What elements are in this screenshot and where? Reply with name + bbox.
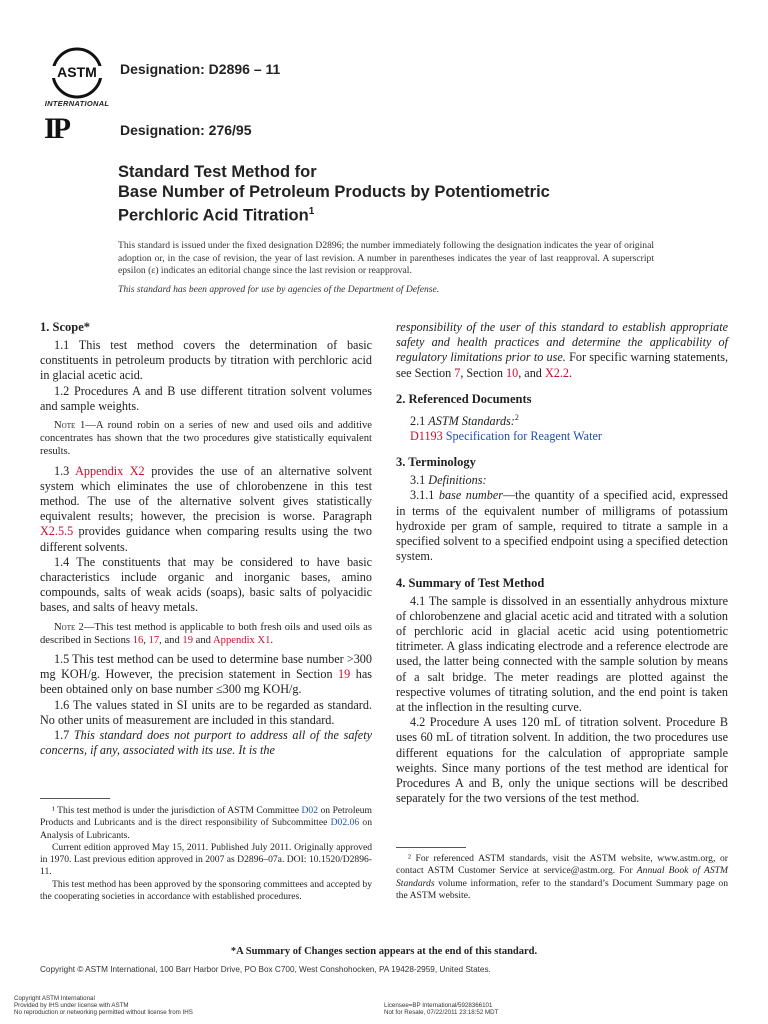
license-left-line-3: No reproduction or networking permitted without license from IHS: [14, 1009, 193, 1017]
intro-block: [118, 240, 654, 296]
footnote-2: [396, 853, 728, 902]
title-line-3: Perchloric Acid Titration$^1$: [118, 206, 315, 225]
document-title: [118, 162, 678, 226]
para-1-7-continued: responsibility of the user of this standard to establish appropriate safety and health practices and determine the applicability of regulatory limitations prior to use. For specific warning statements, see Section 7, Section 10, and X2.2.: [396, 320, 728, 380]
link-section-16[interactable]: 16: [132, 634, 144, 646]
para-4-1: 4.1 The sample is dissolved in an essentially anhydrous mixture of chlorobenzene and glacial acetic acid and titrated with a solution of perchloric acid in glacial acetic acid using potentiometric titrimeter. A glass indicating electrode and a reference electrode are used, the latter being connected with the sample solution by means of a salt bridge. The meter readings are plotted against the respective volumes of titrating solution, and the end point is taken at the inflection in the resulting curve.: [396, 593, 728, 714]
footnote-1: [40, 805, 372, 903]
left-column: [40, 320, 372, 758]
para-3-1-1: 3.1.1 base number—the quantity of a specified acid, expressed in terms of the equivalent number of milligrams of potassium hydroxide per gram of sample, required to titrate a sample in a specified solvent to a specified endpoint using a specified detection system.: [396, 488, 729, 564]
license-left-line-1: Copyright ASTM International: [14, 995, 95, 1002]
svg-text:ASTM: ASTM: [57, 64, 97, 80]
summary-of-changes-notice: *A Summary of Changes section appears at the end of this standard.: [230, 946, 538, 957]
link-x2-5-5[interactable]: X2.5.5: [40, 524, 74, 539]
link-section-19-b[interactable]: 19: [338, 667, 351, 682]
license-left: [14, 995, 193, 1017]
para-3-1: 3.1 Definitions:: [410, 473, 487, 488]
section-3-heading: 3. Terminology: [396, 455, 476, 470]
link-appendix-x1[interactable]: Appendix X1: [213, 634, 271, 646]
para-1-7: 1.7 This standard does not purport to address all of the safety concerns, if any, associated with its use. It is the: [40, 728, 372, 758]
link-section-17[interactable]: 17: [148, 634, 160, 646]
link-section-10[interactable]: 10: [506, 365, 519, 380]
designation-ip: Designation: 276/95: [120, 122, 252, 138]
link-section-19[interactable]: 19: [182, 634, 194, 646]
para-1-2: 1.2 Procedures A and B use different titration solvent volumes and sample weights.: [40, 383, 372, 413]
para-1-3: 1.3 Appendix X2 provides the use of an alternative solvent system which eliminates the use of chlorobenzene in this test method. The use of the alternative solvent gives statistically equivalent results; however, the precision is worse. Paragraph X2.5.5 provides guidance when comparing results using the two different solvents.: [40, 463, 372, 554]
para-1-4: 1.4 The constituents that may be considered to have basic characteristics include organic and inorganic bases, amino compounds, salts of weak acids (soaps), basic salts of polyacidic bases, and salts of heavy metals.: [40, 554, 372, 615]
para-1-5: 1.5 This test method can be used to determine base number >300 mg KOH/g. However, the precision statement in Section 19 has been obtained only on base number ≤300 mg KOH/g.: [40, 652, 372, 697]
note-1: Note 1—A round robin on a series of new and used oils and additive concentrates has shown that the two procedures give statistically equivalent results.: [40, 420, 372, 458]
astm-logo-international: INTERNATIONAL: [44, 99, 110, 108]
footnote-1-edition: Current edition approved May 15, 2011. Published July 2011. Originally approved in 1970. Last previous edition approved in 2007 as D2896–07a. DOI: 10.1520/D2896-11.: [40, 841, 373, 878]
title-line-2: Base Number of Petroleum Products by Potentiometric: [118, 183, 550, 201]
link-d1193[interactable]: D1193: [410, 429, 443, 444]
title-footnote-ref: 1: [308, 206, 315, 217]
copyright-line: Copyright © ASTM International, 100 Barr Harbor Drive, PO Box C700, West Conshohocken, PA 19428-2959, United States.: [40, 965, 491, 974]
footnote-separator-right: [396, 847, 466, 848]
intro-issue-statement: This standard is issued under the fixed designation D2896; the number immediately following the designation indicates the year of original adoption or, in the case of revision, the year of last revision. A number in parentheses indicates the year of last reapproval. A superscript epsilon (ε) indicates an editorial change since the last revision or reapproval.: [118, 240, 654, 276]
note-2: Note 2—This test method is applicable to both fresh oils and used oils as described in Sections 16, 17, and 19 and Appendix X1.: [40, 621, 372, 646]
para-1-1: 1.1 This test method covers the determination of basic constituents in petroleum products by titration with perchloric acid in glacial acetic acid.: [40, 338, 372, 383]
footnote-2-text: ² For referenced ASTM standards, visit the ASTM website, www.astm.org, or contact ASTM Customer Service at service@astm.org. For Annual Book of ASTM Standards volume information, refer to the standard’s Document Summary page on the ASTM website.: [396, 853, 728, 901]
link-appendix-x2[interactable]: Appendix X2: [75, 463, 145, 478]
link-section-7[interactable]: 7: [454, 365, 461, 380]
footnote-separator-left: [40, 798, 110, 799]
astm-logo: [40, 44, 114, 110]
footnote-1-approval: This test method has been approved by the sponsoring committees and accepted by the cooperating societies in accordance with established procedures.: [40, 878, 372, 903]
intro-dod-statement: This standard has been approved for use by agencies of the Department of Defense.: [118, 283, 440, 295]
link-committee-d02[interactable]: D02: [301, 805, 319, 816]
section-4-heading: 4. Summary of Test Method: [396, 575, 545, 590]
para-2-1: 2.1 ASTM Standards:$^2$: [410, 412, 519, 428]
license-right: [384, 1002, 498, 1016]
designation-d2896: Designation: D2896 – 11: [120, 61, 281, 77]
title-line-1: Standard Test Method for: [118, 163, 317, 181]
link-subcommittee-d02-06[interactable]: D02.06: [330, 817, 360, 829]
link-x2-2[interactable]: X2.2: [544, 365, 569, 380]
footnote-1-text: ¹ This test method is under the jurisdiction of ASTM Committee D02 on Petroleum Products and Lubricants and is the direct responsibility of Subcommittee D02.06 on Analysis of Lubricants.: [40, 805, 373, 841]
section-1-heading: 1. Scope*: [40, 320, 90, 334]
right-column: [396, 320, 728, 806]
ip-logo: IP: [44, 112, 68, 145]
section-2-heading: 2. Referenced Documents: [396, 391, 532, 406]
license-left-line-2: Provided by IHS under license with ASTM: [14, 1002, 129, 1010]
para-1-6: 1.6 The values stated in SI units are to be regarded as standard. No other units of measurement are included in this standard.: [40, 697, 372, 727]
license-right-line-1: Licensee=BP International/5928366101: [384, 1002, 493, 1009]
ref-d1193: [396, 429, 728, 444]
license-right-line-2: Not for Resale, 07/22/2011 23:18:52 MDT: [384, 1009, 499, 1017]
link-reagent-water[interactable]: Specification for Reagent Water: [445, 429, 602, 444]
para-4-2: 4.2 Procedure A uses 120 mL of titration solvent. Procedure B uses 60 mL of titration solvent. In addition, the two procedures use different equations for the calculation of appropriate sample weights. Since many portions of the test method are identical for Procedures A and B, only the unique sections will be described separately for the two versions of the test method.: [396, 715, 728, 806]
